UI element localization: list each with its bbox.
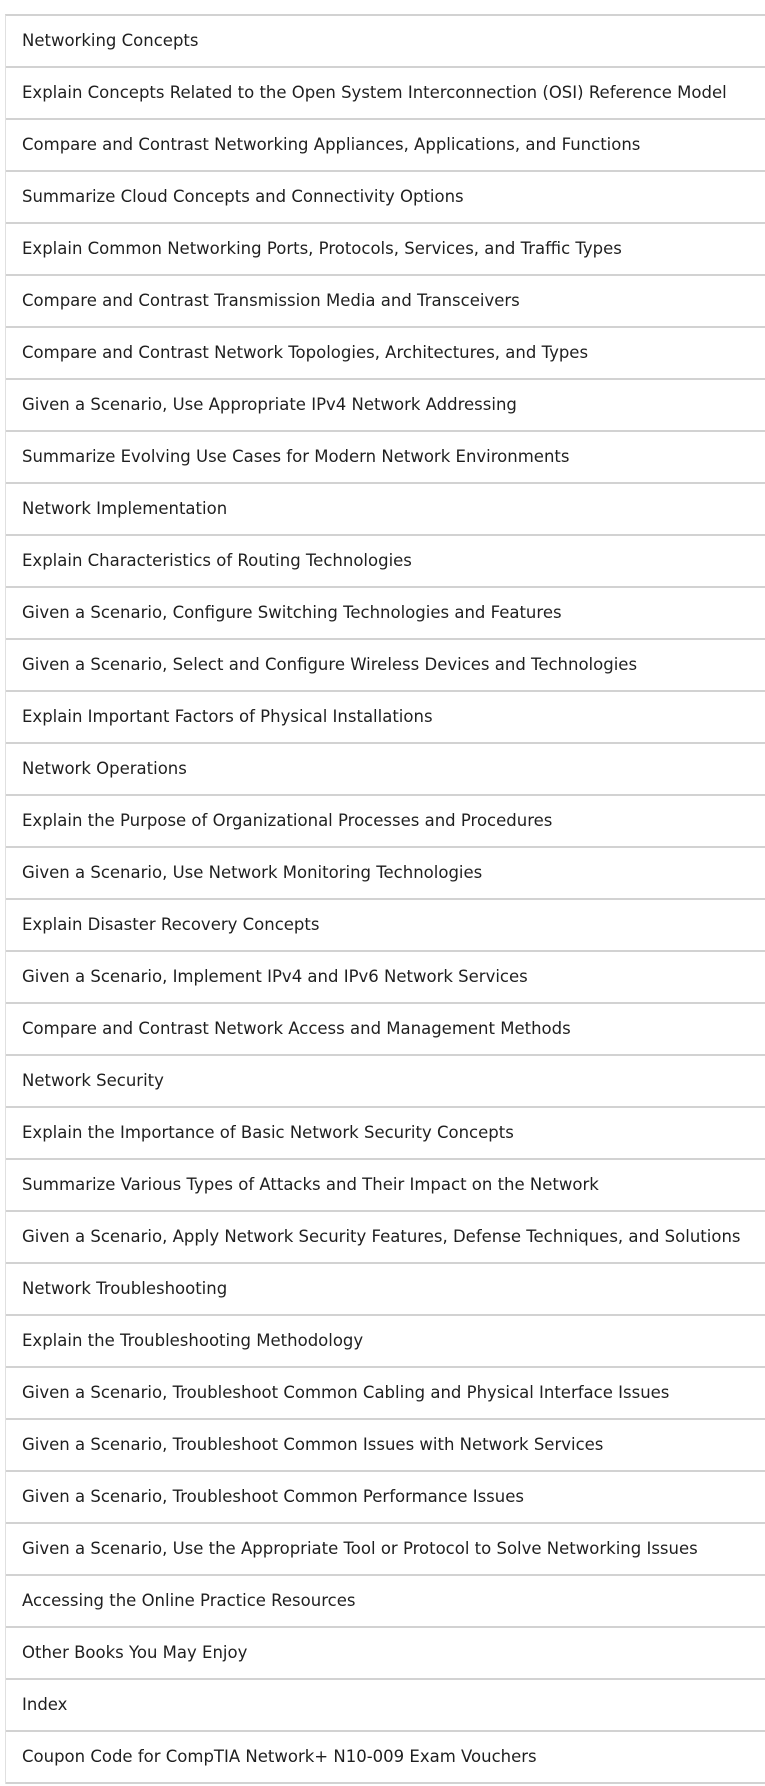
toc-item-label: Given a Scenario, Implement IPv4 and IPv6 Network Services — [22, 966, 528, 986]
toc-item[interactable] — [6, 120, 765, 172]
toc-item-label: Network Security — [22, 1070, 164, 1090]
toc-item-label: Compare and Contrast Transmission Media and Transceivers — [22, 290, 520, 310]
toc-item[interactable] — [6, 276, 765, 328]
toc-item-label: Compare and Contrast Network Access and Management Methods — [22, 1018, 571, 1038]
toc-item[interactable] — [6, 1420, 765, 1472]
toc-item-label: Network Troubleshooting — [22, 1278, 228, 1298]
table-of-contents-list — [5, 14, 765, 1784]
toc-item[interactable] — [6, 640, 765, 692]
toc-item-label: Given a Scenario, Configure Switching Technologies and Features — [22, 602, 562, 622]
toc-item-label: Given a Scenario, Use Network Monitoring Technologies — [22, 862, 483, 882]
toc-item[interactable] — [6, 588, 765, 640]
toc-item-label: Explain Important Factors of Physical Installations — [22, 706, 433, 726]
toc-item-label: Explain the Troubleshooting Methodology — [22, 1330, 364, 1350]
toc-item-label: Given a Scenario, Troubleshoot Common Performance Issues — [22, 1486, 524, 1506]
toc-item[interactable] — [6, 1316, 765, 1368]
toc-item[interactable] — [6, 692, 765, 744]
toc-item-label: Given a Scenario, Use the Appropriate Tool or Protocol to Solve Networking Issues — [22, 1538, 698, 1558]
toc-item-label: Summarize Cloud Concepts and Connectivity Options — [22, 186, 464, 206]
toc-item[interactable] — [6, 1212, 765, 1264]
toc-item[interactable] — [6, 744, 765, 796]
toc-item[interactable] — [6, 1732, 765, 1784]
toc-item-label: Explain the Purpose of Organizational Processes and Procedures — [22, 810, 553, 830]
toc-item-label: Accessing the Online Practice Resources — [22, 1590, 356, 1610]
toc-item[interactable] — [6, 848, 765, 900]
toc-item-label: Summarize Various Types of Attacks and Their Impact on the Network — [22, 1174, 599, 1194]
toc-item[interactable] — [6, 1680, 765, 1732]
toc-item-label: Given a Scenario, Troubleshoot Common Cabling and Physical Interface Issues — [22, 1382, 670, 1402]
toc-item-label: Explain Concepts Related to the Open System Interconnection (OSI) Reference Model — [22, 82, 727, 102]
toc-item-label: Network Operations — [22, 758, 187, 778]
toc-item-label: Explain Disaster Recovery Concepts — [22, 914, 320, 934]
toc-item[interactable] — [6, 380, 765, 432]
toc-item[interactable] — [6, 484, 765, 536]
toc-item[interactable] — [6, 328, 765, 380]
toc-item-label: Explain Common Networking Ports, Protocols, Services, and Traffic Types — [22, 238, 622, 258]
toc-item-label: Explain Characteristics of Routing Technologies — [22, 550, 412, 570]
toc-item-label: Coupon Code for CompTIA Network+ N10-009 Exam Vouchers — [22, 1746, 537, 1766]
toc-item[interactable] — [6, 1264, 765, 1316]
toc-item[interactable] — [6, 16, 765, 68]
toc-item[interactable] — [6, 1628, 765, 1680]
toc-item-label: Summarize Evolving Use Cases for Modern Network Environments — [22, 446, 570, 466]
toc-item-label: Compare and Contrast Networking Appliances, Applications, and Functions — [22, 134, 641, 154]
toc-item[interactable] — [6, 172, 765, 224]
toc-item-label: Explain the Importance of Basic Network Security Concepts — [22, 1122, 514, 1142]
toc-item-label: Compare and Contrast Network Topologies, Architectures, and Types — [22, 342, 589, 362]
toc-item[interactable] — [6, 1004, 765, 1056]
toc-item-label: Given a Scenario, Apply Network Security Features, Defense Techniques, and Solutions — [22, 1226, 741, 1246]
toc-item-label: Given a Scenario, Use Appropriate IPv4 Network Addressing — [22, 394, 517, 414]
toc-item[interactable] — [6, 224, 765, 276]
toc-item[interactable] — [6, 1056, 765, 1108]
toc-item-label: Given a Scenario, Troubleshoot Common Issues with Network Services — [22, 1434, 604, 1454]
toc-item[interactable] — [6, 1576, 765, 1628]
toc-item-label: Networking Concepts — [22, 30, 199, 50]
toc-item[interactable] — [6, 1524, 765, 1576]
toc-item[interactable] — [6, 1368, 765, 1420]
toc-item[interactable] — [6, 536, 765, 588]
toc-item[interactable] — [6, 952, 765, 1004]
toc-item[interactable] — [6, 1108, 765, 1160]
toc-item[interactable] — [6, 1472, 765, 1524]
toc-item[interactable] — [6, 796, 765, 848]
toc-item[interactable] — [6, 432, 765, 484]
toc-item[interactable] — [6, 68, 765, 120]
toc-item-label: Index — [22, 1694, 68, 1714]
toc-item[interactable] — [6, 1160, 765, 1212]
toc-item-label: Given a Scenario, Select and Configure Wireless Devices and Technologies — [22, 654, 638, 674]
toc-item-label: Other Books You May Enjoy — [22, 1642, 248, 1662]
toc-item-label: Network Implementation — [22, 498, 228, 518]
toc-item[interactable] — [6, 900, 765, 952]
